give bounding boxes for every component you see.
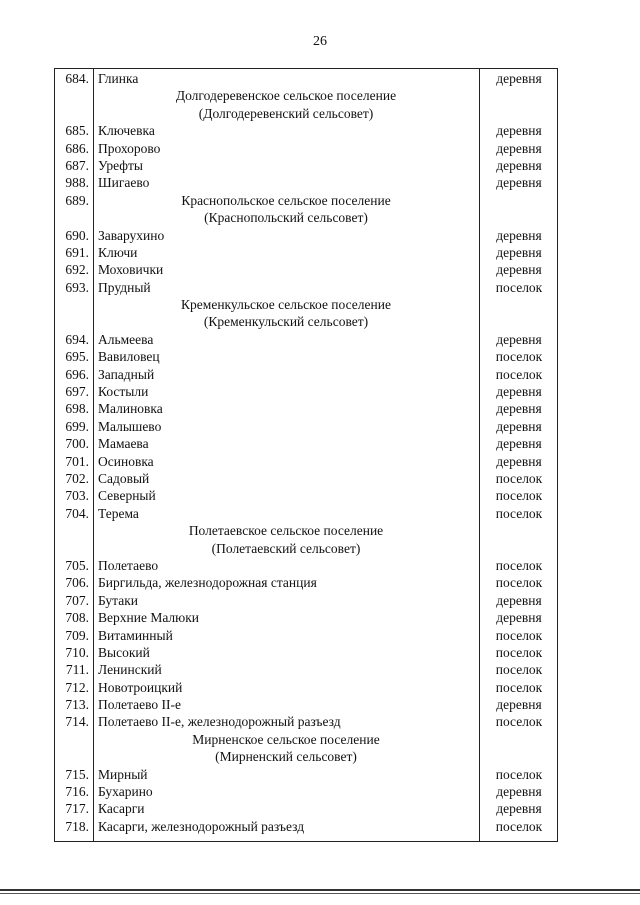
row-number: 988.: [65, 175, 89, 191]
row-number: 713.: [65, 697, 89, 713]
settlement-name: Новотроицкий: [98, 679, 183, 695]
row-number: 716.: [65, 784, 89, 800]
settlement-type: деревня: [496, 801, 542, 817]
settlement-type: поселок: [495, 818, 543, 834]
settlement-name: Осиновка: [98, 453, 154, 469]
settlement-type: поселок: [495, 662, 543, 678]
footer-rule: [0, 893, 640, 894]
section-header: [55, 87, 557, 104]
settlement-name: Полетаево II-е, железнодорожный разъезд: [98, 714, 341, 730]
settlement-name: Витаминный: [98, 627, 173, 643]
table-row: [55, 644, 557, 661]
table-row: [55, 174, 557, 191]
settlement-name: Ключевка: [98, 123, 155, 139]
row-number: 693.: [65, 279, 89, 295]
settlement-type: поселок: [495, 366, 543, 382]
table-row: [55, 261, 557, 278]
row-number: 718.: [65, 818, 89, 834]
table-row: [55, 661, 557, 678]
section-header: [55, 105, 557, 122]
table-row: [55, 592, 557, 609]
row-number: 698.: [65, 401, 89, 417]
section-title: Краснопольское сельское поселение: [181, 192, 391, 208]
settlement-name: Урефты: [98, 157, 143, 173]
settlement-type: деревня: [496, 401, 542, 417]
table-row: [55, 609, 557, 626]
settlement-name: Мирный: [98, 766, 148, 782]
row-number: 712.: [65, 679, 89, 695]
table-row: [55, 383, 557, 400]
section-title: (Полетаевский сельсовет): [211, 540, 361, 556]
settlement-type: деревня: [496, 123, 542, 139]
table-row: [55, 505, 557, 522]
settlement-name: Бухарино: [98, 784, 153, 800]
row-number: 701.: [65, 453, 89, 469]
settlement-name: Мамаева: [98, 436, 149, 452]
row-number: 689.: [65, 192, 89, 208]
row-number: 706.: [65, 575, 89, 591]
section-header: [55, 731, 557, 748]
settlement-name: Полетаево: [98, 557, 159, 573]
settlement-name: Малиновка: [98, 401, 163, 417]
settlement-type: поселок: [495, 714, 543, 730]
settlement-name: Прудный: [98, 279, 151, 295]
row-number: 696.: [65, 366, 89, 382]
settlement-name: Западный: [98, 366, 155, 382]
row-number: 695.: [65, 349, 89, 365]
settlement-name: Высокий: [98, 644, 150, 660]
settlement-type: деревня: [496, 244, 542, 260]
row-number: 715.: [65, 766, 89, 782]
section-header: [55, 748, 557, 765]
settlement-type: поселок: [495, 488, 543, 504]
settlement-name: Северный: [98, 488, 156, 504]
settlement-name: Бутаки: [98, 592, 139, 608]
row-number: 686.: [65, 140, 89, 156]
section-title: Кременкульское сельское поселение: [181, 297, 391, 313]
settlement-type: деревня: [496, 453, 542, 469]
section-header: [55, 313, 557, 330]
section-title: (Кременкульский сельсовет): [203, 314, 369, 330]
section-title: (Мирненский сельсовет): [215, 749, 357, 765]
row-number: 699.: [65, 418, 89, 434]
settlement-type: поселок: [495, 279, 543, 295]
settlement-name: Костыли: [98, 384, 149, 400]
settlement-type: поселок: [495, 627, 543, 643]
settlement-name: Биргильда, железнодорожная станция: [98, 575, 317, 591]
section-header: [55, 522, 557, 539]
table-row: [55, 818, 557, 835]
settlement-type: деревня: [496, 140, 542, 156]
section-title: Мирненское сельское поселение: [192, 731, 380, 747]
table-row: [55, 679, 557, 696]
settlement-name: Касарги: [98, 801, 145, 817]
settlement-type: поселок: [495, 349, 543, 365]
settlement-type: деревня: [496, 784, 542, 800]
table-row: [55, 122, 557, 139]
row-number: 690.: [65, 227, 89, 243]
section-header: [55, 192, 557, 209]
table-row: [55, 157, 557, 174]
settlement-type: поселок: [495, 557, 543, 573]
row-number: 697.: [65, 384, 89, 400]
settlement-type: деревня: [496, 71, 542, 86]
row-number: 708.: [65, 610, 89, 626]
settlement-name: Садовый: [98, 470, 150, 486]
section-title: (Долгодеревенский сельсовет): [198, 105, 374, 121]
settlement-type: деревня: [496, 384, 542, 400]
row-number: 684.: [65, 71, 89, 86]
section-header: [55, 296, 557, 313]
table-row: [55, 713, 557, 730]
row-number: 711.: [65, 662, 89, 678]
section-title: (Краснопольский сельсовет): [204, 210, 368, 226]
settlement-name: Полетаево II-е: [98, 697, 181, 713]
row-number: 704.: [65, 505, 89, 521]
row-number: 705.: [65, 557, 89, 573]
table-row: [55, 557, 557, 574]
settlement-type: деревня: [496, 436, 542, 452]
settlement-name: Верхние Малюки: [98, 610, 200, 626]
row-number: 703.: [65, 488, 89, 504]
settlement-type: деревня: [496, 227, 542, 243]
page-number: 26: [313, 34, 327, 49]
table-row: [55, 453, 557, 470]
table-row: [55, 227, 557, 244]
settlement-name: Малышево: [98, 418, 162, 434]
settlement-name: Прохорово: [98, 140, 161, 156]
section-header: [55, 540, 557, 557]
settlement-name: Глинка: [98, 71, 139, 86]
row-number: 694.: [65, 331, 89, 347]
settlement-name: Альмеева: [98, 331, 154, 347]
settlement-name: Моховички: [98, 262, 164, 278]
table-row: [55, 70, 557, 87]
row-number: 709.: [65, 627, 89, 643]
settlements-table: [54, 68, 558, 842]
settlement-type: деревня: [496, 592, 542, 608]
table-row: [55, 400, 557, 417]
settlement-type: поселок: [495, 644, 543, 660]
table-row: [55, 574, 557, 591]
table-row: [55, 366, 557, 383]
table-row: [55, 331, 557, 348]
settlement-type: поселок: [495, 505, 543, 521]
settlement-type: деревня: [496, 175, 542, 191]
row-number: 710.: [65, 644, 89, 660]
row-number: 717.: [65, 801, 89, 817]
table-row: [55, 140, 557, 157]
section-header: [55, 209, 557, 226]
row-number: 691.: [65, 244, 89, 260]
row-number: 687.: [65, 157, 89, 173]
settlement-name: Терема: [98, 505, 139, 521]
table-row: [55, 783, 557, 800]
settlement-type: деревня: [496, 331, 542, 347]
settlement-type: поселок: [495, 679, 543, 695]
settlement-name: Ленинский: [98, 662, 162, 678]
table-row: [55, 418, 557, 435]
row-number: 692.: [65, 262, 89, 278]
table-row: [55, 348, 557, 365]
table-row: [55, 244, 557, 261]
settlement-type: деревня: [496, 697, 542, 713]
settlement-name: Заварухино: [98, 227, 165, 243]
table-row: [55, 279, 557, 296]
footer-rule: [0, 889, 640, 891]
settlement-name: Касарги, железнодорожный разъезд: [98, 818, 305, 834]
table-row: [55, 766, 557, 783]
table-row: [55, 696, 557, 713]
settlement-type: деревня: [496, 610, 542, 626]
row-number: 702.: [65, 470, 89, 486]
settlement-name: Шигаево: [98, 175, 150, 191]
table-body: [55, 70, 557, 835]
table-row: [55, 470, 557, 487]
table-row: [55, 627, 557, 644]
settlement-type: поселок: [495, 470, 543, 486]
settlement-type: деревня: [496, 262, 542, 278]
row-number: 714.: [65, 714, 89, 730]
row-number: 707.: [65, 592, 89, 608]
section-title: Долгодеревенское сельское поселение: [175, 88, 397, 104]
table-row: [55, 487, 557, 504]
settlement-type: поселок: [495, 575, 543, 591]
table-row: [55, 800, 557, 817]
row-number: 700.: [65, 436, 89, 452]
table-row: [55, 435, 557, 452]
settlement-type: деревня: [496, 157, 542, 173]
row-number: 685.: [65, 123, 89, 139]
settlement-name: Вавиловец: [98, 349, 160, 365]
settlement-name: Ключи: [98, 244, 138, 260]
settlement-type: деревня: [496, 418, 542, 434]
section-title: Полетаевское сельское поселение: [188, 523, 384, 539]
settlement-type: поселок: [495, 766, 543, 782]
